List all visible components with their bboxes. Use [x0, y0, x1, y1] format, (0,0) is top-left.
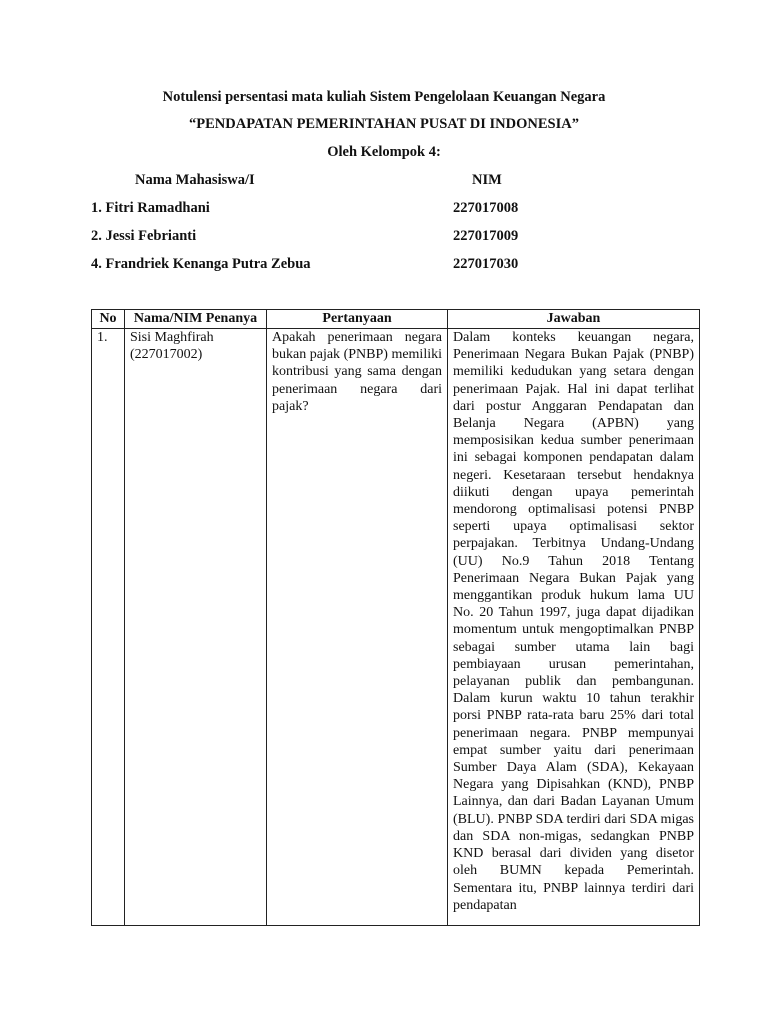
member-name: 1. Fitri Ramadhani [91, 200, 210, 216]
members-name-header: Nama Mahasiswa/I [135, 172, 255, 188]
member-nim: 227017009 [453, 228, 519, 244]
column-header-jawaban: Jawaban [448, 310, 700, 329]
member-nim: 227017030 [453, 256, 519, 272]
cell-penanya: Sisi Maghfirah (227017002) [125, 329, 267, 926]
table-row [92, 329, 700, 926]
member-nim: 227017008 [453, 200, 519, 216]
column-header-pertanyaan: Pertanyaan [267, 310, 448, 329]
member-name: 2. Jessi Febrianti [91, 228, 197, 244]
member-name: 4. Frandriek Kenanga Putra Zebua [91, 256, 311, 272]
cell-no: 1. [92, 329, 125, 926]
column-header-penanya: Nama/NIM Penanya [125, 310, 267, 329]
document-subtitle: “PENDAPATAN PEMERINTAHAN PUSAT DI INDONESIA” [189, 116, 579, 132]
group-label: Oleh Kelompok 4: [327, 144, 441, 160]
cell-jawaban: Dalam konteks keuangan negara, Penerimaan Negara Bukan Pajak (PNBP) memiliki kedudukan yang setara dengan penerimaan Pajak. Hal ini dapat terlihat dari postur Anggaran Pendapatan dan Belanja Negara (APBN) yang memposisikan kedua sumber penerimaan ini sebagai komponen pendapatan dalam negeri. Kesetaraan tersebut hendaknya diikuti dengan upaya pemerintah mendorong optimalisasi potensi PNBP seperti upaya optimalisasi sektor perpajakan. Terbitnya Undang-Undang (UU) No.9 Tahun 2018 Tentang Penerimaan Negara Bukan Pajak yang menggantikan produk hukum lama UU No. 20 Tahun 1997, juga dapat dijadikan momentum untuk mengoptimalkan PNBP sebagai sumber utama lain bagi pembiayaan urusan pemerintahan, pelayanan publik dan pembangunan. Dalam kurun waktu 10 tahun terakhir porsi PNBP rata-rata baru 25% dari total penerimaan negara. PNBP mempunyai empat sumber yaitu dari penerimaan Sumber Daya Alam (SDA), Kekayaan Negara yang Dipisahkan (KND), PNBP Lainnya, dan dari Badan Layanan Umum (BLU). PNBP SDA terdiri dari SDA migas dan SDA non-migas, sedangkan PNBP KND berasal dari dividen yang disetor oleh BUMN kepada Pemerintah. Sementara itu, PNBP lainnya terdiri dari pendapatan [448, 329, 700, 926]
table-header-row [92, 310, 700, 329]
members-nim-header: NIM [472, 172, 502, 188]
document-title: Notulensi persentasi mata kuliah Sistem Pengelolaan Keuangan Negara [162, 89, 606, 105]
column-header-no: No [92, 310, 125, 329]
qa-table [91, 309, 700, 926]
cell-pertanyaan: Apakah penerimaan negara bukan pajak (PNBP) memiliki kontribusi yang sama dengan penerimaan negara dari pajak? [267, 329, 448, 926]
